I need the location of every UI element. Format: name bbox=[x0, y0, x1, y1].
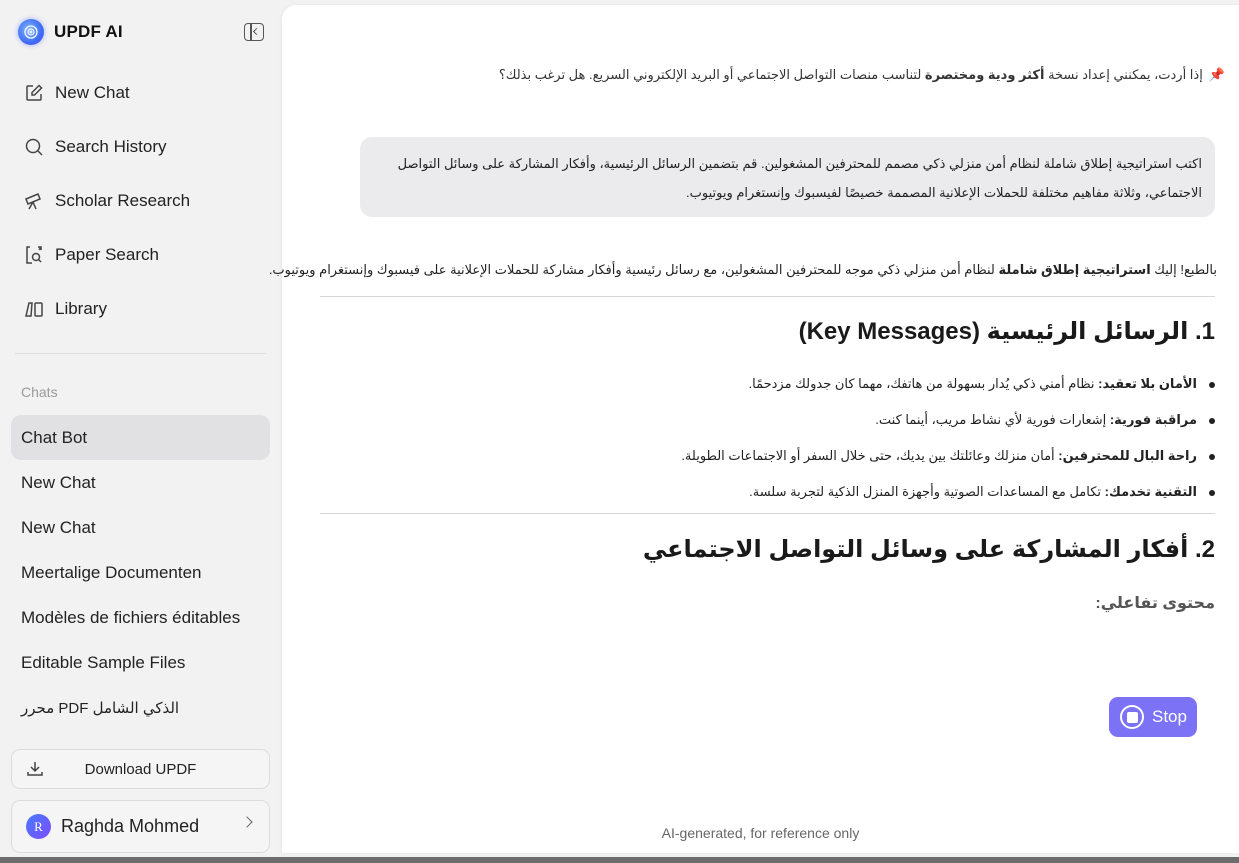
text: إذا أردت، يمكنني إعداد نسخة bbox=[1044, 67, 1203, 82]
sidebar-divider bbox=[15, 353, 266, 354]
download-updf-button[interactable] bbox=[11, 749, 270, 789]
chat-panel bbox=[268, 5, 1239, 853]
brand bbox=[18, 18, 123, 46]
list-item bbox=[317, 369, 1217, 405]
updf-ai-logo-icon bbox=[18, 19, 44, 45]
sidebar bbox=[0, 0, 282, 863]
nav-scholar-research[interactable] bbox=[12, 174, 270, 228]
chat-item[interactable]: Editable Sample Files bbox=[21, 652, 186, 672]
text: نظام أمني ذكي يُدار بسهولة من هاتفك، مهما كان جدولك مزدحمًا. bbox=[748, 376, 1099, 391]
chat-item[interactable]: Meertalige Documenten bbox=[21, 562, 202, 582]
text-bold: الأمان بلا تعقيد: bbox=[1098, 376, 1197, 391]
main-nav bbox=[12, 66, 270, 336]
download-label: Download UPDF bbox=[84, 760, 197, 778]
chat-list bbox=[11, 415, 270, 730]
chat-item[interactable]: New Chat bbox=[21, 517, 96, 537]
chevron-right-icon bbox=[241, 816, 252, 827]
text-bold: راحة البال للمحترفين: bbox=[1058, 448, 1197, 463]
telescope-icon bbox=[23, 190, 45, 212]
list-item bbox=[317, 405, 1217, 441]
stop-icon bbox=[1120, 705, 1144, 729]
list-item bbox=[317, 441, 1217, 477]
subheading-interactive-content: محتوى تفاعلي: bbox=[1095, 595, 1215, 612]
section-divider bbox=[320, 513, 1215, 514]
nav-search-history[interactable] bbox=[12, 120, 270, 174]
text: بالطبع! إليك bbox=[1150, 262, 1217, 277]
nav-label: Scholar Research bbox=[55, 191, 191, 210]
stop-label: Stop bbox=[1152, 707, 1187, 726]
nav-label: Search History bbox=[55, 137, 167, 156]
ai-answer-intro bbox=[269, 262, 1217, 278]
user-message-bubble: اكتب استراتيجية إطلاق شاملة لنظام أمن منزلي ذكي مصمم للمحترفين المشغولين. قم بتضمين الرسائل الرئيسية، وأفكار المشاركة على وسائل التواصل الاجتماعي، وثلاثة مفاهيم مختلفة للحملات الإعلانية المصممة خصيصًا لفيسبوك وإنستغرام ويوتيوب. bbox=[360, 137, 1215, 217]
pushpin-icon: 📌 bbox=[1208, 67, 1225, 82]
collapse-sidebar-icon[interactable] bbox=[244, 23, 264, 41]
nav-paper-search[interactable] bbox=[12, 228, 270, 282]
user-name: Raghda Mohmed bbox=[61, 816, 200, 836]
ai-disclaimer: AI-generated, for reference only bbox=[661, 825, 860, 841]
chat-item-chat-bot[interactable]: Chat Bot bbox=[11, 415, 270, 460]
nav-label: Paper Search bbox=[55, 245, 159, 264]
nav-label: Library bbox=[55, 299, 107, 318]
key-messages-list bbox=[317, 369, 1217, 513]
brand-name: UPDF AI bbox=[54, 22, 123, 41]
text-bold: التقنية تخدمك: bbox=[1104, 484, 1197, 499]
avatar: R bbox=[26, 814, 51, 839]
chats-section-label: Chats bbox=[21, 384, 58, 400]
search-icon bbox=[23, 136, 45, 158]
text: لنظام أمن منزلي ذكي موجه للمحترفين المشغولين، مع رسائل رئيسية وأفكار مشاركة للحملات الإعلانية على فيسبوك وإنستغرام ويوتيوب. bbox=[268, 262, 999, 277]
section-divider bbox=[320, 296, 1215, 297]
edit-icon bbox=[23, 82, 45, 104]
stop-generating-button[interactable] bbox=[1109, 697, 1197, 737]
nav-label: New Chat bbox=[55, 83, 130, 102]
list-item bbox=[317, 477, 1217, 513]
download-icon bbox=[25, 759, 45, 783]
nav-new-chat[interactable] bbox=[12, 66, 270, 120]
text-bold: أكثر ودية ومختصرة bbox=[924, 67, 1045, 82]
text-bold: استراتيجية إطلاق شاملة bbox=[998, 262, 1151, 277]
nav-library[interactable] bbox=[12, 282, 270, 336]
text: أمان منزلك وعائلتك بين يديك، حتى خلال السفر أو الاجتماعات الطويلة. bbox=[681, 448, 1059, 463]
chat-item[interactable]: Modèles de fichiers éditables bbox=[21, 607, 241, 627]
paper-search-icon bbox=[23, 244, 45, 266]
library-icon bbox=[23, 298, 45, 320]
user-profile-button[interactable] bbox=[11, 800, 270, 853]
previous-ai-message bbox=[499, 67, 1225, 83]
text: إشعارات فورية لأي نشاط مريب، أينما كنت. bbox=[875, 412, 1110, 427]
window-bottom-edge bbox=[0, 857, 1239, 863]
chat-item[interactable]: New Chat bbox=[21, 472, 96, 492]
text-bold: مراقبة فورية: bbox=[1109, 412, 1197, 427]
chat-item[interactable]: محرر PDF الذكي الشامل bbox=[21, 699, 180, 717]
section-heading-key-messages: 1. الرسائل الرئيسية (Key Messages) bbox=[798, 318, 1215, 345]
section-heading-social-ideas: 2. أفكار المشاركة على وسائل التواصل الاجتماعي bbox=[642, 536, 1215, 563]
text: لتناسب منصات التواصل الاجتماعي أو البريد الإلكتروني السريع. هل ترغب بذلك؟ bbox=[498, 67, 925, 82]
text: تكامل مع المساعدات الصوتية وأجهزة المنزل الذكية لتجربة سلسة. bbox=[749, 484, 1105, 499]
